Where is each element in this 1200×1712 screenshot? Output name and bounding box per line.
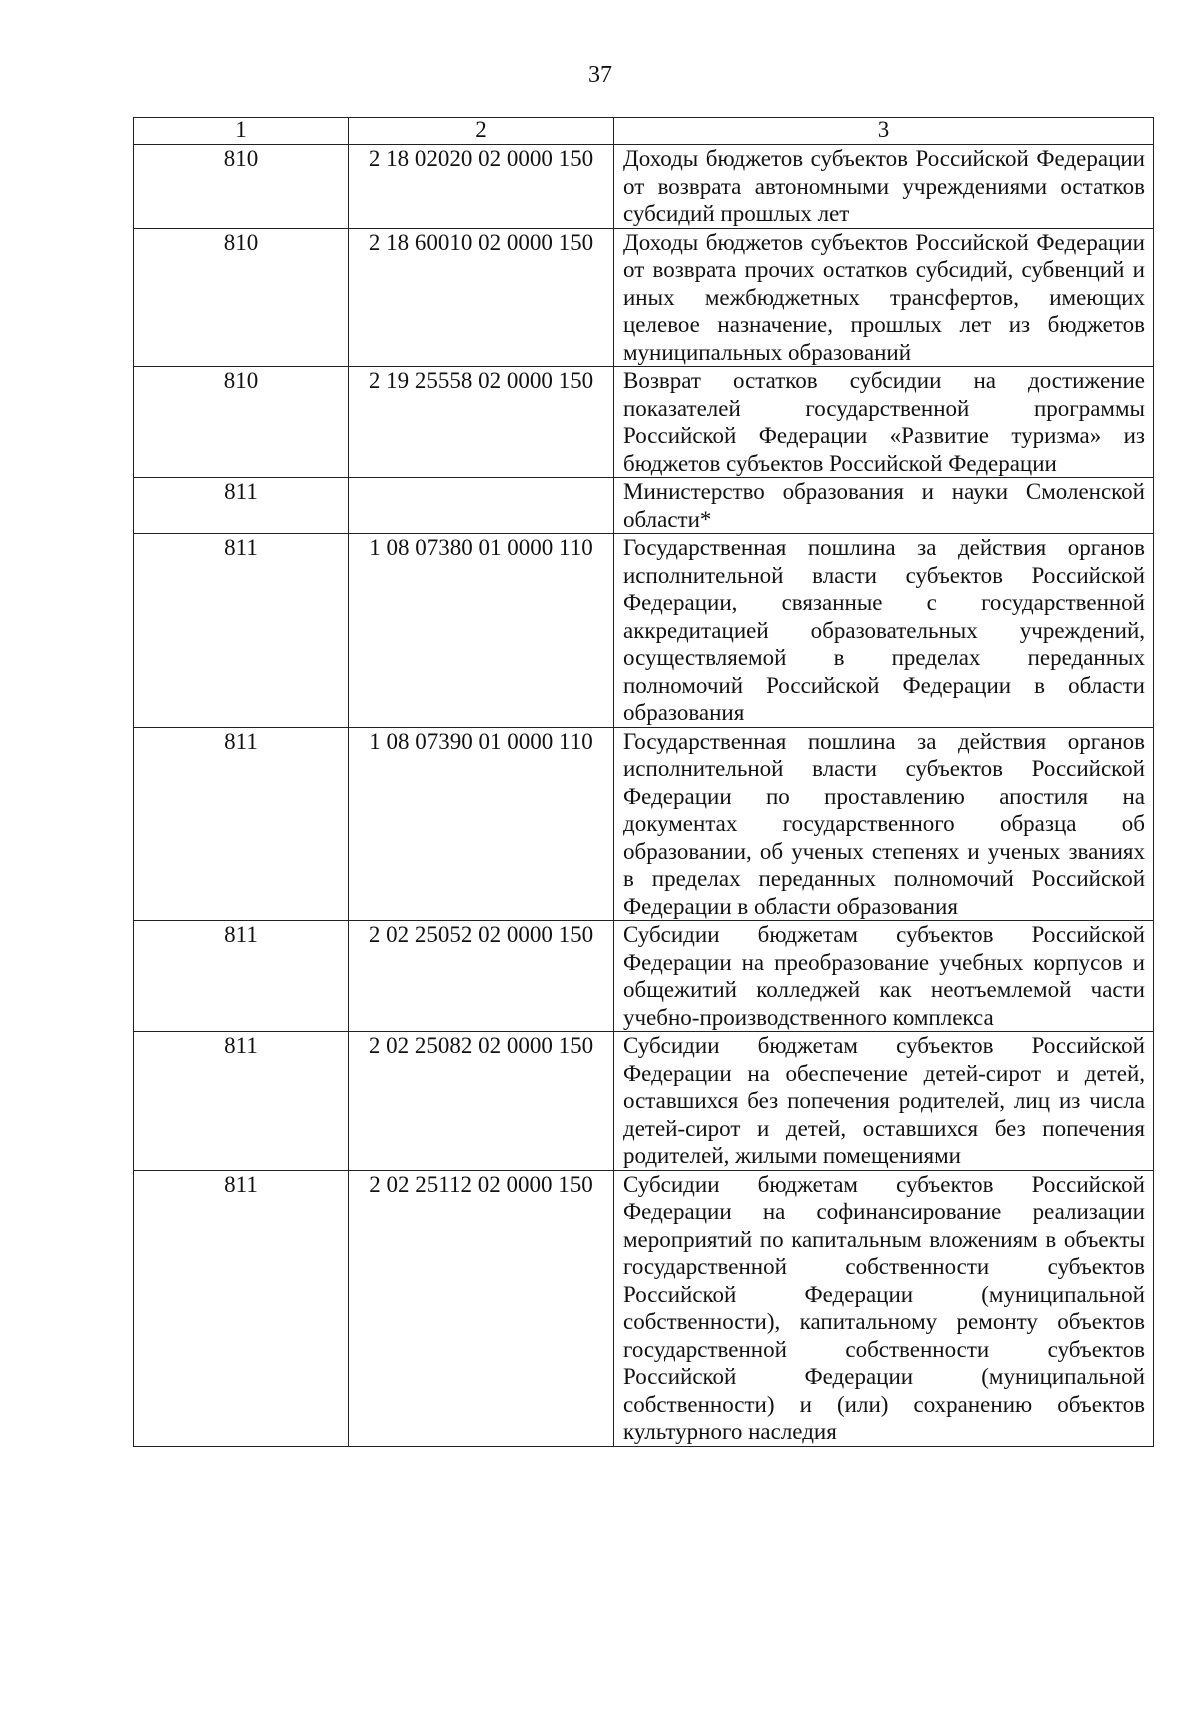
description-cell: Субсидии бюджетам субъектов Российской Федерации на преобразование учебных корпусов и общежитий колледжей как неотъемлемой части учебно-производственного комплекса [614, 921, 1154, 1032]
budget-code-cell: 2 02 25082 02 0000 150 [349, 1032, 614, 1171]
table-row [134, 145, 1154, 229]
budget-code-cell: 2 18 02020 02 0000 150 [349, 145, 614, 229]
table-row [134, 1032, 1154, 1171]
admin-code-cell: 810 [134, 367, 349, 478]
description-cell: Доходы бюджетов субъектов Российской Федерации от возврата автономными учреждениями остатков субсидий прошлых лет [614, 145, 1154, 229]
budget-code-cell: 2 18 60010 02 0000 150 [349, 228, 614, 367]
description-cell: Субсидии бюджетам субъектов Российской Федерации на обеспечение детей-сирот и детей, оставшихся без попечения родителей, лиц из числа детей-сирот и детей, оставшихся без попечения родителей, жилыми помещениями [614, 1032, 1154, 1171]
budget-code-cell: 2 02 25052 02 0000 150 [349, 921, 614, 1032]
budget-code-cell: 2 19 25558 02 0000 150 [349, 367, 614, 478]
table-row [134, 367, 1154, 478]
table-row [134, 727, 1154, 921]
admin-code-cell: 811 [134, 921, 349, 1032]
table-row [134, 478, 1154, 534]
description-cell: Министерство образования и науки Смоленской области* [614, 478, 1154, 534]
admin-code-cell: 811 [134, 534, 349, 728]
admin-code-cell: 811 [134, 478, 349, 534]
description-cell: Доходы бюджетов субъектов Российской Федерации от возврата прочих остатков субсидий, субвенций и иных межбюджетных трансфертов, имеющих целевое назначение, прошлых лет из бюджетов муниципальных образований [614, 228, 1154, 367]
budget-code-cell: 1 08 07380 01 0000 110 [349, 534, 614, 728]
table-row [134, 228, 1154, 367]
admin-code-cell: 810 [134, 145, 349, 229]
budget-code-cell [349, 478, 614, 534]
admin-code-cell: 811 [134, 1032, 349, 1171]
column-header-1: 1 [134, 118, 349, 145]
table-row [134, 534, 1154, 728]
admin-code-cell: 811 [134, 727, 349, 921]
description-cell: Субсидии бюджетам субъектов Российской Федерации на софинансирование реализации мероприятий по капитальным вложениям в объекты государственной собственности субъектов Российской Федерации (муниципальной собственности), капитальному ремонту объектов государственной собственности субъектов Российской Федерации (муниципальной собственности) и (или) сохранению объектов культурного наследия [614, 1170, 1154, 1446]
budget-code-table [133, 117, 1154, 1447]
table-header-row [134, 118, 1154, 145]
budget-code-cell: 2 02 25112 02 0000 150 [349, 1170, 614, 1446]
page-number: 37 [588, 62, 612, 88]
table-row [134, 921, 1154, 1032]
column-header-3: 3 [614, 118, 1154, 145]
admin-code-cell: 811 [134, 1170, 349, 1446]
description-cell: Государственная пошлина за действия органов исполнительной власти субъектов Российской Федерации, связанные с государственной аккредитацией образовательных учреждений, осуществляемой в пределах переданных полномочий Российской Федерации в области образования [614, 534, 1154, 728]
table-row [134, 1170, 1154, 1446]
column-header-2: 2 [349, 118, 614, 145]
description-cell: Возврат остатков субсидии на достижение показателей государственной программы Российской Федерации «Развитие туризма» из бюджетов субъектов Российской Федерации [614, 367, 1154, 478]
admin-code-cell: 810 [134, 228, 349, 367]
budget-code-cell: 1 08 07390 01 0000 110 [349, 727, 614, 921]
description-cell: Государственная пошлина за действия органов исполнительной власти субъектов Российской Федерации по проставлению апостиля на документах государственного образца об образовании, об ученых степенях и ученых званиях в пределах переданных полномочий Российской Федерации в области образования [614, 727, 1154, 921]
